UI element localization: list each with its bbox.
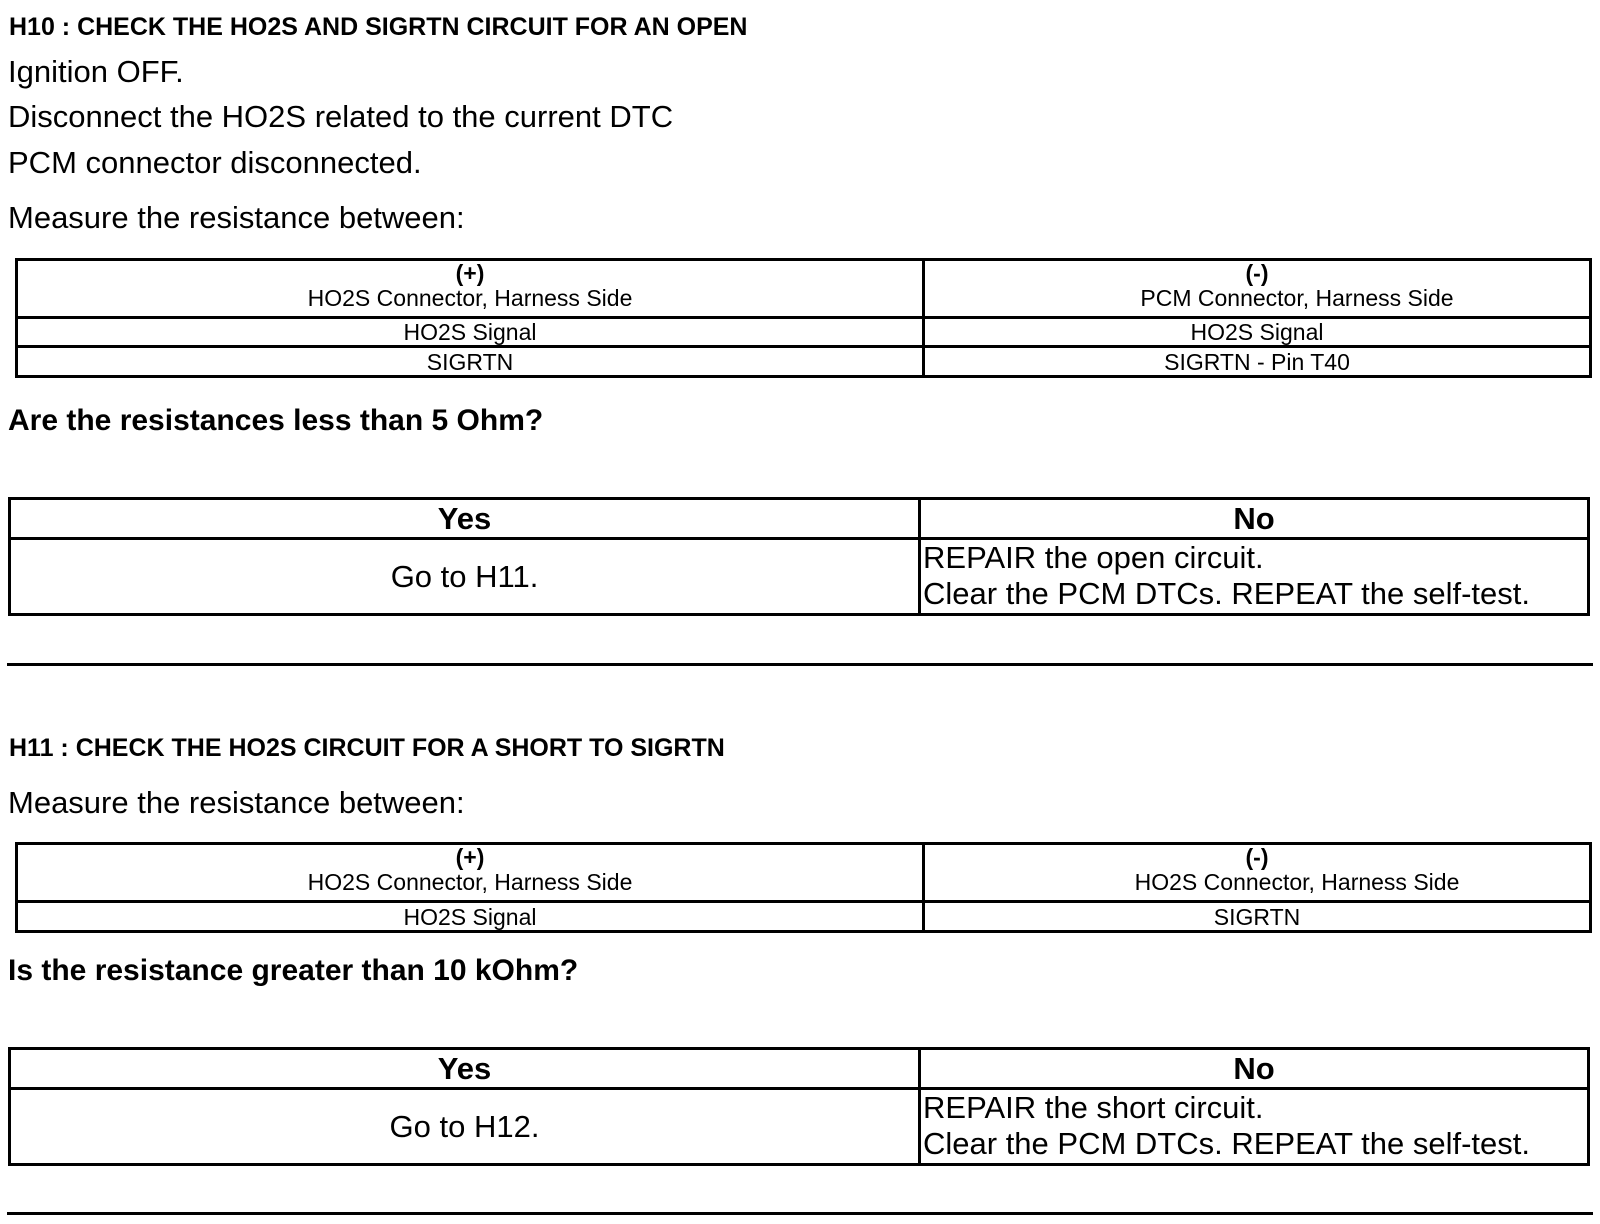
negative-sign: (-) xyxy=(1245,260,1269,286)
table-cell-left: SIGRTN xyxy=(17,347,924,377)
yes-header: Yes xyxy=(10,1049,920,1089)
h11-answer-table xyxy=(8,1047,1590,1166)
h10-step-ignition: Ignition OFF. xyxy=(8,54,184,89)
table-row xyxy=(17,902,1591,932)
table-row xyxy=(17,347,1591,377)
h10-measure-instruction: Measure the resistance between: xyxy=(8,200,465,235)
h11-measurement-table xyxy=(15,842,1592,933)
positive-probe-header xyxy=(17,260,924,318)
answer-row xyxy=(10,539,1589,615)
h11-measure-instruction: Measure the resistance between: xyxy=(8,785,465,820)
table-cell-left: HO2S Signal xyxy=(17,902,924,932)
h11-heading: H11 : CHECK THE HO2S CIRCUIT FOR A SHORT TO SIGRTN xyxy=(9,734,725,762)
positive-connector-label: HO2S Connector, Harness Side xyxy=(307,285,633,311)
h10-measurement-table xyxy=(15,258,1592,378)
positive-probe-header xyxy=(17,844,924,902)
table-cell-right: SIGRTN xyxy=(924,902,1591,932)
positive-connector-label: HO2S Connector, Harness Side xyxy=(307,869,633,895)
no-header: No xyxy=(920,499,1589,539)
no-action-line-2: Clear the PCM DTCs. REPEAT the self-test. xyxy=(923,1126,1530,1161)
negative-sign: (-) xyxy=(1245,844,1269,870)
yes-header: Yes xyxy=(10,499,920,539)
table-cell-right: SIGRTN - Pin T40 xyxy=(924,347,1591,377)
no-action-line-1: REPAIR the short circuit. xyxy=(923,1090,1264,1125)
section-divider xyxy=(7,663,1593,666)
h11-question: Is the resistance greater than 10 kOhm? xyxy=(8,954,579,987)
yes-action: Go to H12. xyxy=(10,1089,920,1165)
no-action xyxy=(920,539,1589,615)
h10-step-pcm-disconnected: PCM connector disconnected. xyxy=(8,145,422,180)
h10-step-disconnect-ho2s: Disconnect the HO2S related to the current DTC xyxy=(8,99,674,134)
section-divider xyxy=(7,1212,1593,1215)
table-header-row xyxy=(17,260,1591,318)
table-row xyxy=(17,318,1591,347)
h10-question: Are the resistances less than 5 Ohm? xyxy=(8,404,544,437)
no-action-line-2: Clear the PCM DTCs. REPEAT the self-test. xyxy=(923,576,1530,611)
answer-row xyxy=(10,1089,1589,1165)
h10-answer-table xyxy=(8,497,1590,616)
answer-header-row xyxy=(10,1049,1589,1089)
table-cell-left: HO2S Signal xyxy=(17,318,924,347)
no-header: No xyxy=(920,1049,1589,1089)
positive-sign: (+) xyxy=(455,844,485,870)
table-cell-right: HO2S Signal xyxy=(924,318,1591,347)
h10-heading: H10 : CHECK THE HO2S AND SIGRTN CIRCUIT FOR AN OPEN xyxy=(9,13,748,41)
negative-probe-header xyxy=(924,260,1591,318)
table-header-row xyxy=(17,844,1591,902)
positive-sign: (+) xyxy=(455,260,485,286)
no-action-line-1: REPAIR the open circuit. xyxy=(923,540,1264,575)
no-action xyxy=(920,1089,1589,1165)
yes-action: Go to H11. xyxy=(10,539,920,615)
negative-probe-header xyxy=(924,844,1591,902)
answer-header-row xyxy=(10,499,1589,539)
negative-connector-label: HO2S Connector, Harness Side xyxy=(1134,869,1460,895)
negative-connector-label: PCM Connector, Harness Side xyxy=(1140,285,1454,311)
